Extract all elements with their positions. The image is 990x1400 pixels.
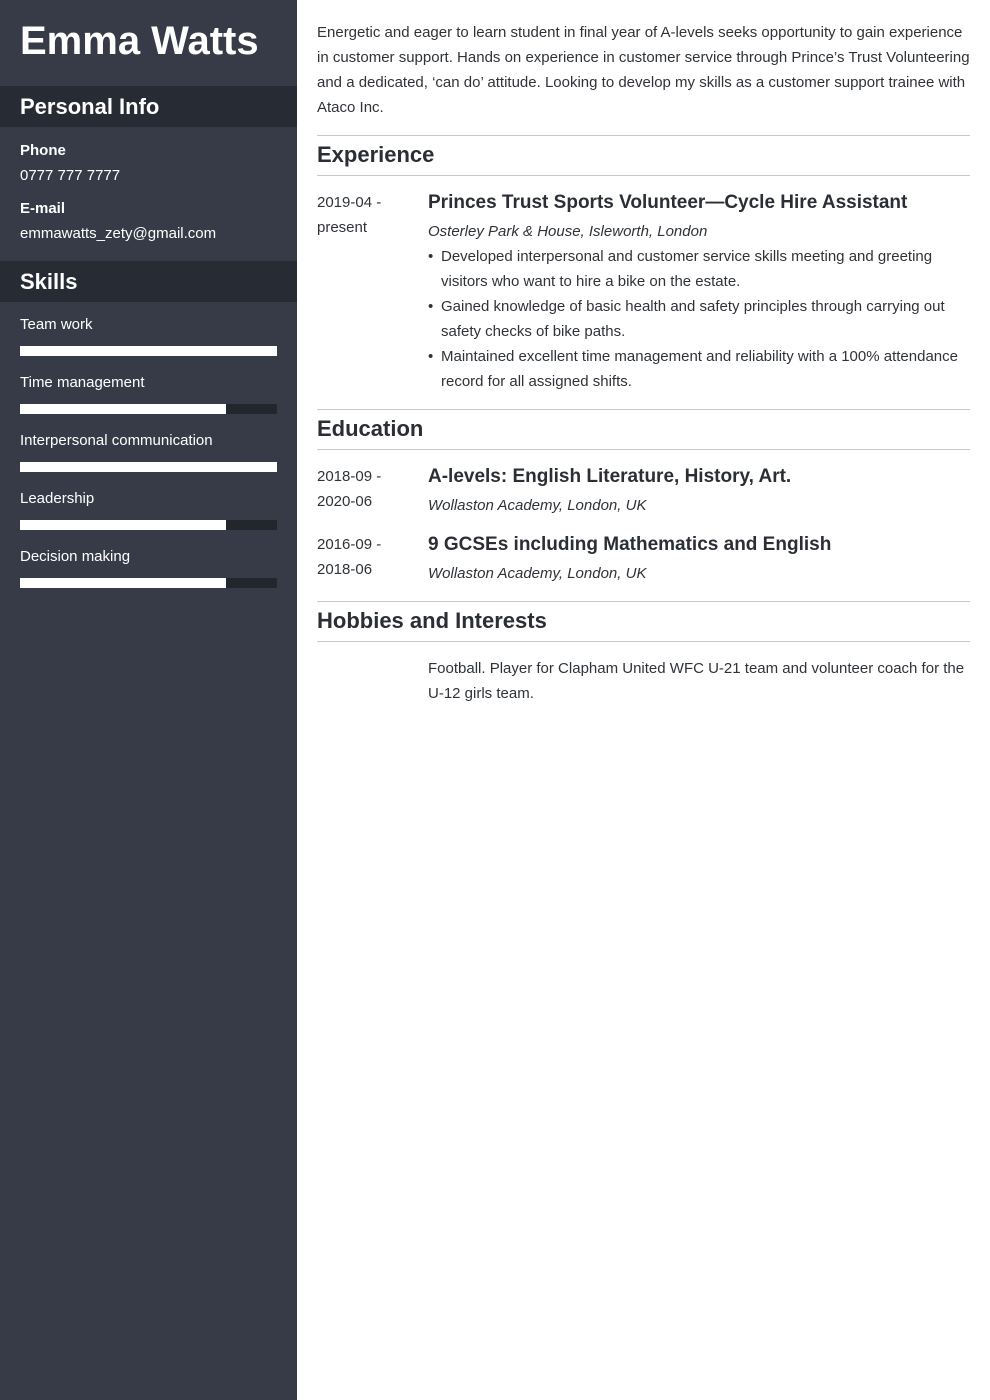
skill-name: Team work [20,316,93,333]
date-end: present [317,219,368,236]
job-bullet: • Developed interpersonal and customer service skills meeting and greeting visitors who want to hire a bike on the estate. [428,244,970,294]
date-end: 2018-06 [317,561,373,578]
experience-entry [317,190,970,394]
education-entry [317,532,970,586]
skill-bar [20,520,277,530]
date-end: 2020-06 [317,493,373,510]
phone-label: Phone [20,142,66,159]
skill-bar-fill [20,520,226,530]
skill-item [20,373,277,414]
hobbies-text: Football. Player for Clapham United WFC U-21 team and volunteer coach for the U-12 girls team. [428,660,965,702]
skill-name: Leadership [20,490,95,507]
skill-bar-fill [20,578,226,588]
education-section [317,409,970,586]
skill-name: Time management [20,374,145,391]
entry-date [317,464,428,518]
date-start: 2019-04 - [317,194,382,211]
skill-bar-fill [20,346,277,356]
job-bullet: • Gained knowledge of basic health and safety principles through carrying out safety checks of bike paths. [428,294,970,344]
entry-body [428,656,970,706]
job-bullets [428,244,970,394]
entry-body [428,190,970,394]
entry-body [428,464,970,518]
skills-list [0,302,297,588]
phone-value: 0777 777 7777 [20,167,121,184]
education-place: Wollaston Academy, London, UK [428,565,647,582]
email-label: E-mail [20,200,66,217]
job-place: Osterley Park & House, Isleworth, London [428,223,708,240]
entry-date [317,190,428,394]
job-bullet: • Maintained excellent time management and reliability with a 100% attendance record for all assigned shifts. [428,344,970,394]
entry-body [428,532,970,586]
summary: Energetic and eager to learn student in final year of A-levels seeks opportunity to gain experience in customer support. Hands on experience in customer service through Prince’s Trust Volunteering and a dedicated, ‘can do’ attitude. Looking to develop my skills as a customer support trainee with Ataco Inc. [317,24,970,116]
skill-bar-fill [20,462,277,472]
personal-info [0,127,297,261]
hobbies-heading: Hobbies and Interests [317,602,970,642]
skill-bar [20,462,277,472]
email-value: emmawatts_zety@gmail.com [20,225,217,242]
skills-heading: Skills [0,261,297,302]
date-start: 2016-09 - [317,536,382,553]
skill-bar [20,404,277,414]
education-heading: Education [317,410,970,450]
entry-date-spacer [317,656,428,706]
personal-info-heading: Personal Info [0,86,297,127]
job-title: Princes Trust Sports Volunteer—Cycle Hire Assistant [428,192,908,213]
experience-heading: Experience [317,136,970,176]
entry-date [317,532,428,586]
main-content [297,0,990,1400]
education-title: 9 GCSEs including Mathematics and English [428,534,832,555]
skill-item [20,315,277,356]
education-entry [317,464,970,518]
education-title: A-levels: English Literature, History, Art. [428,466,792,487]
date-start: 2018-09 - [317,468,382,485]
resume-name: Emma Watts [20,19,259,63]
hobbies-entry [317,656,970,706]
education-place: Wollaston Academy, London, UK [428,497,647,514]
skill-bar [20,346,277,356]
skill-bar [20,578,277,588]
skill-item [20,547,277,588]
hobbies-section [317,601,970,706]
sidebar [0,0,297,1400]
experience-section [317,135,970,394]
skill-name: Interpersonal communication [20,432,213,449]
skill-item [20,489,277,530]
skill-item [20,431,277,472]
skill-bar-fill [20,404,226,414]
skill-name: Decision making [20,548,131,565]
